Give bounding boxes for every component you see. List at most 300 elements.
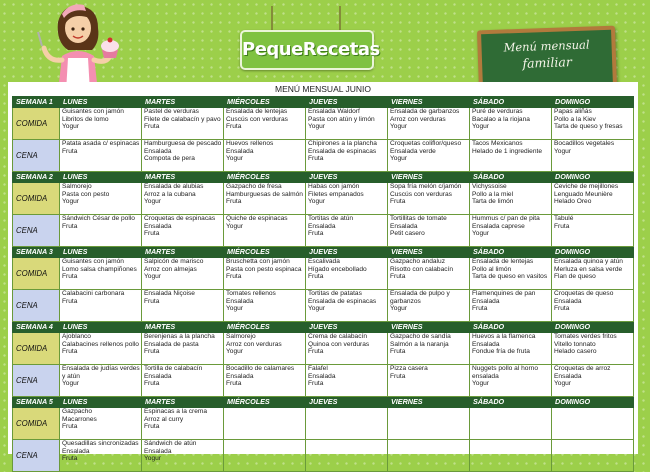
dish-item: Bruschetta con jamón	[226, 258, 290, 265]
dish-item: Tortitas de atún	[308, 215, 354, 222]
dish-item: Ensalada	[472, 340, 500, 348]
dish-item: Ensalada Niçoise	[144, 290, 195, 297]
dish-item: Tomates verdes fritos	[554, 333, 617, 340]
meal-cell	[142, 440, 224, 472]
meal-cell	[60, 365, 142, 397]
dish-item: Tacos Mexicanos	[472, 140, 523, 147]
dish-item: Filete de calabacín y pavo	[144, 115, 221, 123]
meal-cell	[552, 365, 634, 397]
dish-item: Yogur	[472, 123, 489, 131]
dish-item: Yogur	[62, 123, 79, 131]
meal-cell	[388, 333, 470, 365]
meal-cell	[388, 365, 470, 397]
day-header: DOMINGO	[552, 172, 634, 183]
dish-item: Tortilla de calabacín	[144, 365, 203, 372]
menu-title: MENÚ MENSUAL JUNIO	[274, 84, 372, 94]
meal-cell	[470, 408, 552, 440]
dish-item: Compota de pera	[144, 155, 195, 163]
dish-item: Flan de queso	[554, 273, 596, 281]
meal-cell	[552, 258, 634, 290]
dish-item: Tomates rellenos	[226, 290, 276, 297]
dish-item: Fruta	[144, 297, 160, 305]
meal-cell	[470, 258, 552, 290]
meal-cell	[470, 333, 552, 365]
dish-item: Chipirones a la plancha	[308, 140, 377, 147]
dish-item: Libritos de lomo	[62, 115, 109, 123]
day-header: JUEVES	[306, 322, 388, 333]
week-header-row	[13, 322, 634, 333]
dish-item: Croquetas de arroz	[554, 365, 611, 372]
day-header: MIÉRCOLES	[224, 397, 306, 408]
meal-cell	[224, 215, 306, 247]
chalkboard-line-1: Menú mensual	[503, 37, 590, 55]
dish-item: Yogur	[62, 198, 79, 206]
dish-item: Fruta	[308, 230, 324, 238]
dish-item: Pastel de verduras	[144, 108, 199, 115]
dish-item: Gazpacho andaluz	[390, 258, 445, 265]
meal-cell	[142, 215, 224, 247]
meal-cell	[306, 408, 388, 440]
meal-cell	[306, 333, 388, 365]
dish-item: Sándwich César de pollo	[62, 215, 135, 222]
dish-item: Ensalada	[554, 297, 582, 305]
meal-cell	[470, 440, 552, 472]
dish-item: Ensalada	[226, 147, 254, 155]
dish-item: Croquetas de queso	[554, 290, 614, 297]
dish-item: Ensalada de alubias	[144, 183, 204, 190]
chalkboard-line-2: familiar	[522, 54, 573, 71]
meal-cell	[60, 333, 142, 365]
dish-item: Patata asada c/ espinacas	[62, 140, 140, 147]
day-header: MIÉRCOLES	[224, 247, 306, 258]
dish-item: Fruta	[62, 348, 78, 356]
dish-item: Fruta	[226, 380, 242, 388]
meal-cell	[60, 408, 142, 440]
dish-item: Fruta	[62, 147, 78, 155]
meal-cell	[306, 140, 388, 172]
day-header: LUNES	[60, 247, 142, 258]
dish-item: Fruta	[308, 380, 324, 388]
dish-item: Pasta con atún y limón	[308, 115, 375, 123]
dish-item: Yogur	[308, 198, 325, 206]
dish-item: Ensalada	[472, 297, 500, 305]
dish-item: Fruta	[62, 455, 78, 463]
dish-item: Huevos rellenos	[226, 140, 274, 147]
cena-label: CENA	[13, 290, 60, 322]
meal-cell	[470, 215, 552, 247]
dish-item: Fruta	[390, 273, 406, 281]
meal-cell	[60, 183, 142, 215]
dish-item: Fruta	[390, 348, 406, 356]
meal-cell	[60, 290, 142, 322]
comida-row	[13, 108, 634, 140]
day-header: DOMINGO	[552, 397, 634, 408]
dish-item: Vichyssoise	[472, 183, 507, 190]
dish-item: Fruta	[554, 305, 570, 313]
dish-item: Bocadillos vegetales	[554, 140, 615, 147]
meal-cell	[306, 108, 388, 140]
dish-item: Hamburguesa de pescado	[144, 140, 222, 147]
day-header: MIÉRCOLES	[224, 322, 306, 333]
dish-item: Croquetas de espinacas	[144, 215, 216, 222]
dish-item: Guisantes con jamón	[62, 258, 124, 265]
day-header: MIÉRCOLES	[224, 172, 306, 183]
week-header-row	[13, 97, 634, 108]
monthly-menu-table	[12, 96, 634, 472]
cena-label: CENA	[13, 140, 60, 172]
dish-item: Fruta	[226, 273, 242, 281]
dish-item: Fruta	[472, 305, 488, 313]
meal-cell	[470, 365, 552, 397]
dish-item: Sándwich de atún	[144, 440, 197, 447]
dish-item: ensalada	[472, 372, 499, 380]
dish-item: Crema de calabacín	[308, 333, 368, 340]
dish-item: Helado de 1 ingrediente	[472, 147, 543, 155]
dish-item: Fruta	[62, 222, 78, 230]
dish-item: garbanzos	[390, 297, 421, 305]
meal-cell	[552, 408, 634, 440]
dish-item: Ensalada de lentejas	[472, 258, 534, 265]
dish-item: Hummus c/ pan de pita	[472, 215, 540, 222]
dish-item: Ensalada de espinacas	[308, 147, 377, 155]
meal-cell	[142, 365, 224, 397]
dish-item: Ensalada de lentejas	[226, 108, 288, 115]
dish-item: Puré de verduras	[472, 108, 523, 115]
dish-item: Yogur	[472, 230, 489, 238]
day-header: JUEVES	[306, 172, 388, 183]
dish-item: Yogur	[308, 123, 325, 131]
dish-item: Vitello tonnato	[554, 340, 596, 348]
meal-cell	[60, 215, 142, 247]
meal-cell	[306, 215, 388, 247]
dish-item: Yogur	[390, 305, 407, 313]
page-header	[0, 0, 650, 94]
dish-item: Ensalada	[554, 372, 582, 380]
dish-item: Quesadillas sincronizadas	[62, 440, 139, 447]
cena-row	[13, 440, 634, 472]
meal-cell	[552, 215, 634, 247]
dish-item: Yogur	[144, 455, 161, 463]
week-header-row	[13, 172, 634, 183]
meal-cell	[224, 365, 306, 397]
dish-item: Ensalada	[62, 447, 90, 455]
dish-item: Espinacas a la crema	[144, 408, 208, 415]
dish-item: Habas con jamón	[308, 183, 360, 190]
meal-cell	[470, 183, 552, 215]
meal-cell	[388, 140, 470, 172]
dish-item: Fruta	[144, 348, 160, 356]
dish-item: Ensalada de pasta	[144, 340, 199, 348]
day-header: LUNES	[60, 397, 142, 408]
comida-label: COMIDA	[13, 258, 60, 290]
dish-item: Guisantes con jamón	[62, 108, 124, 115]
dish-item: Yogur	[226, 348, 243, 356]
dish-item: Tortillitas de tomate	[390, 215, 447, 222]
dish-item: Merluza en salsa verde	[554, 265, 623, 273]
day-header: MARTES	[142, 247, 224, 258]
day-header: VIERNES	[388, 322, 470, 333]
dish-item: Pollo al limón	[472, 265, 512, 273]
menu-sheet	[8, 82, 638, 463]
day-header: SÁBADO	[470, 97, 552, 108]
meal-cell	[142, 258, 224, 290]
dish-item: Yogur	[390, 155, 407, 163]
cook-girl-illustration	[28, 2, 128, 92]
dish-item: Ensalada	[308, 372, 336, 380]
dish-item: Lenguado Meunière	[554, 190, 613, 198]
cena-label: CENA	[13, 215, 60, 247]
cena-label: CENA	[13, 440, 60, 472]
dish-item: Petit casero	[390, 230, 425, 238]
dish-item: Yogur	[390, 123, 407, 131]
meal-cell	[142, 333, 224, 365]
dish-item: Fruta	[144, 380, 160, 388]
meal-cell	[388, 440, 470, 472]
dish-item: Arroz con almejas	[144, 265, 197, 273]
meal-cell	[388, 183, 470, 215]
dish-item: Yogur	[144, 273, 161, 281]
dish-item: Ensalada	[144, 147, 172, 155]
dish-item: Yogur	[62, 380, 79, 388]
dish-item: Fruta	[62, 273, 78, 281]
cena-row	[13, 215, 634, 247]
meal-cell	[224, 183, 306, 215]
brand-logo: PequeRecetas	[240, 30, 374, 70]
meal-cell	[142, 408, 224, 440]
meal-cell	[552, 108, 634, 140]
dish-item: Fruta	[308, 348, 324, 356]
dish-item: Quiche de espinacas	[226, 215, 288, 222]
day-header: MARTES	[142, 97, 224, 108]
dish-item: Pollo a la Kiev	[554, 115, 596, 123]
dish-item: Yogur	[226, 305, 243, 313]
meal-cell	[224, 290, 306, 322]
dish-item: Macarrones	[62, 415, 97, 423]
dish-item: Fruta	[554, 222, 570, 230]
meal-cell	[306, 183, 388, 215]
dish-item: Ensalada	[226, 297, 254, 305]
dish-item: Helado casero	[554, 348, 597, 356]
day-header: LUNES	[60, 322, 142, 333]
meal-cell	[552, 290, 634, 322]
dish-item: Calabacines rellenos pollo	[62, 340, 139, 348]
dish-item: Salmón a la naranja	[390, 340, 449, 348]
dish-item: Yogur	[226, 222, 243, 230]
dish-item: Fruta	[226, 123, 242, 131]
week-label: SEMANA 4	[13, 322, 60, 333]
dish-item: Tarta de queso en vasitos	[472, 273, 548, 281]
comida-label: COMIDA	[13, 108, 60, 140]
day-header: VIERNES	[388, 97, 470, 108]
meal-cell	[388, 290, 470, 322]
dish-item: Arroz con verduras	[390, 115, 446, 123]
meal-cell	[224, 108, 306, 140]
meal-cell	[552, 140, 634, 172]
dish-item: Fruta	[226, 198, 242, 206]
week-header-row	[13, 247, 634, 258]
dish-item: Tarta de queso y fresas	[554, 123, 623, 131]
day-header: DOMINGO	[552, 322, 634, 333]
dish-item: Papas aliñás	[554, 108, 592, 115]
meal-cell	[142, 108, 224, 140]
dish-item: Yogur	[308, 305, 325, 313]
dish-item: Tarta de limón	[472, 198, 514, 206]
dish-item: Filetes empanados	[308, 190, 364, 198]
day-header: MIÉRCOLES	[224, 97, 306, 108]
dish-item: Ensalada	[144, 447, 172, 455]
dish-item: Cuscús con verduras	[226, 115, 288, 123]
dish-item: Ensalada Waldorf	[308, 108, 360, 115]
meal-cell	[60, 258, 142, 290]
week-label: SEMANA 2	[13, 172, 60, 183]
dish-item: Ensalada	[390, 222, 418, 230]
dish-item: Ensalada	[308, 222, 336, 230]
dish-item: Risotto con calabacín	[390, 265, 454, 273]
dish-item: Lomo salsa champiñones	[62, 265, 137, 273]
dish-item: Tabulé	[554, 215, 574, 222]
day-header: MARTES	[142, 172, 224, 183]
meal-cell	[470, 140, 552, 172]
dish-item: Fruta	[144, 123, 160, 131]
day-header: VIERNES	[388, 247, 470, 258]
meal-cell	[224, 333, 306, 365]
meal-cell	[306, 258, 388, 290]
dish-item: Ensalada de espinacas	[308, 297, 377, 305]
dish-item: Salmorejo	[226, 333, 256, 340]
dish-item: Hígado encebollado	[308, 265, 367, 273]
meal-cell	[60, 108, 142, 140]
cena-row	[13, 140, 634, 172]
dish-item: Fruta	[144, 230, 160, 238]
dish-item: Helado Oreo	[554, 198, 592, 206]
dish-item: Fruta	[308, 273, 324, 281]
day-header: LUNES	[60, 172, 142, 183]
dish-item: Fruta	[62, 423, 78, 431]
dish-item: Ensalada	[144, 372, 172, 380]
meal-cell	[142, 290, 224, 322]
dish-item: Ensalada de pulpo y	[390, 290, 450, 297]
dish-item: Ensalada de judías verdes	[62, 365, 140, 372]
dish-item: Yogur	[226, 155, 243, 163]
week-header-row	[13, 397, 634, 408]
comida-row	[13, 408, 634, 440]
day-header: JUEVES	[306, 97, 388, 108]
meal-cell	[306, 365, 388, 397]
dish-item: Pasta con pesto espinaca	[226, 265, 302, 273]
dish-item: Ensalada quinoa y atún	[554, 258, 623, 265]
dish-item: Fondue fría de fruta	[472, 348, 530, 356]
dish-item: Bocadillo de calamares	[226, 365, 295, 372]
dish-item: Gazpacho de fresa	[226, 183, 282, 190]
dish-item: Fruta	[62, 297, 78, 305]
dish-item: Yogur	[144, 198, 161, 206]
dish-item: Pollo a la miel	[472, 190, 514, 198]
dish-item: Arroz al curry	[144, 415, 184, 423]
dish-item: Falafel	[308, 365, 328, 372]
dish-item: Ensalada	[144, 222, 172, 230]
meal-cell	[470, 108, 552, 140]
meal-cell	[224, 440, 306, 472]
meal-cell	[470, 290, 552, 322]
day-header: JUEVES	[306, 247, 388, 258]
dish-item: Gazpacho de sandía	[390, 333, 451, 340]
meal-cell	[60, 440, 142, 472]
meal-cell	[388, 408, 470, 440]
week-label: SEMANA 1	[13, 97, 60, 108]
day-header: DOMINGO	[552, 247, 634, 258]
dish-item: Bacalao a la riojana	[472, 115, 530, 123]
dish-item: Fruta	[308, 155, 324, 163]
dish-item: Pizza casera	[390, 365, 428, 372]
dish-item: Hamburguesas de salmón	[226, 190, 303, 198]
dish-item: Berenjenas a la plancha	[144, 333, 215, 340]
meal-cell	[552, 183, 634, 215]
dish-item: Arroz a la cubana	[144, 190, 196, 198]
dish-item: Ensalada	[226, 372, 254, 380]
dish-item: Arroz con verduras	[226, 340, 282, 348]
dish-item: Fruta	[390, 372, 406, 380]
dish-item: Ensalada verde	[390, 147, 436, 155]
dish-item: Pasta con pesto	[62, 190, 110, 198]
dish-item: Ceviche de mejillones	[554, 183, 619, 190]
dish-item: Flamenquines de pan	[472, 290, 536, 297]
day-header: SÁBADO	[470, 247, 552, 258]
day-header: DOMINGO	[552, 97, 634, 108]
meal-cell	[388, 215, 470, 247]
comida-label: COMIDA	[13, 408, 60, 440]
dish-item: Fruta	[390, 198, 406, 206]
dish-item: Quinoa con verduras	[308, 340, 370, 348]
dish-item: Nuggets pollo al horno	[472, 365, 538, 372]
week-label: SEMANA 5	[13, 397, 60, 408]
day-header: VIERNES	[388, 172, 470, 183]
dish-item: Cuscús con verduras	[390, 190, 452, 198]
meal-cell	[224, 140, 306, 172]
meal-cell	[388, 108, 470, 140]
comida-row	[13, 333, 634, 365]
dish-item: Huevos a la flamenca	[472, 333, 536, 340]
meal-cell	[224, 258, 306, 290]
comida-label: COMIDA	[13, 183, 60, 215]
dish-item: Yogur	[554, 380, 571, 388]
dish-item: Escalivada	[308, 258, 340, 265]
dish-item: Calabacini carbonara	[62, 290, 125, 297]
day-header: JUEVES	[306, 397, 388, 408]
cena-row	[13, 290, 634, 322]
day-header: LUNES	[60, 97, 142, 108]
dish-item: Salmorejo	[62, 183, 92, 190]
meal-cell	[60, 140, 142, 172]
day-header: SÁBADO	[470, 322, 552, 333]
day-header: SÁBADO	[470, 172, 552, 183]
dish-item: Tortitas de patatas	[308, 290, 362, 297]
meal-cell	[224, 408, 306, 440]
day-header: MARTES	[142, 322, 224, 333]
day-header: MARTES	[142, 397, 224, 408]
meal-cell	[552, 333, 634, 365]
dish-item: Ensalada de garbanzos	[390, 108, 460, 115]
comida-row	[13, 258, 634, 290]
dish-item: Salpicón de marisco	[144, 258, 204, 265]
comida-label: COMIDA	[13, 333, 60, 365]
dish-item: Sopa fría melón c/jamón	[390, 183, 462, 190]
dish-item: Croquetas coliflor/queso	[390, 140, 462, 147]
cena-row	[13, 365, 634, 397]
meal-cell	[142, 140, 224, 172]
meal-cell	[142, 183, 224, 215]
day-header: VIERNES	[388, 397, 470, 408]
meal-cell	[552, 440, 634, 472]
